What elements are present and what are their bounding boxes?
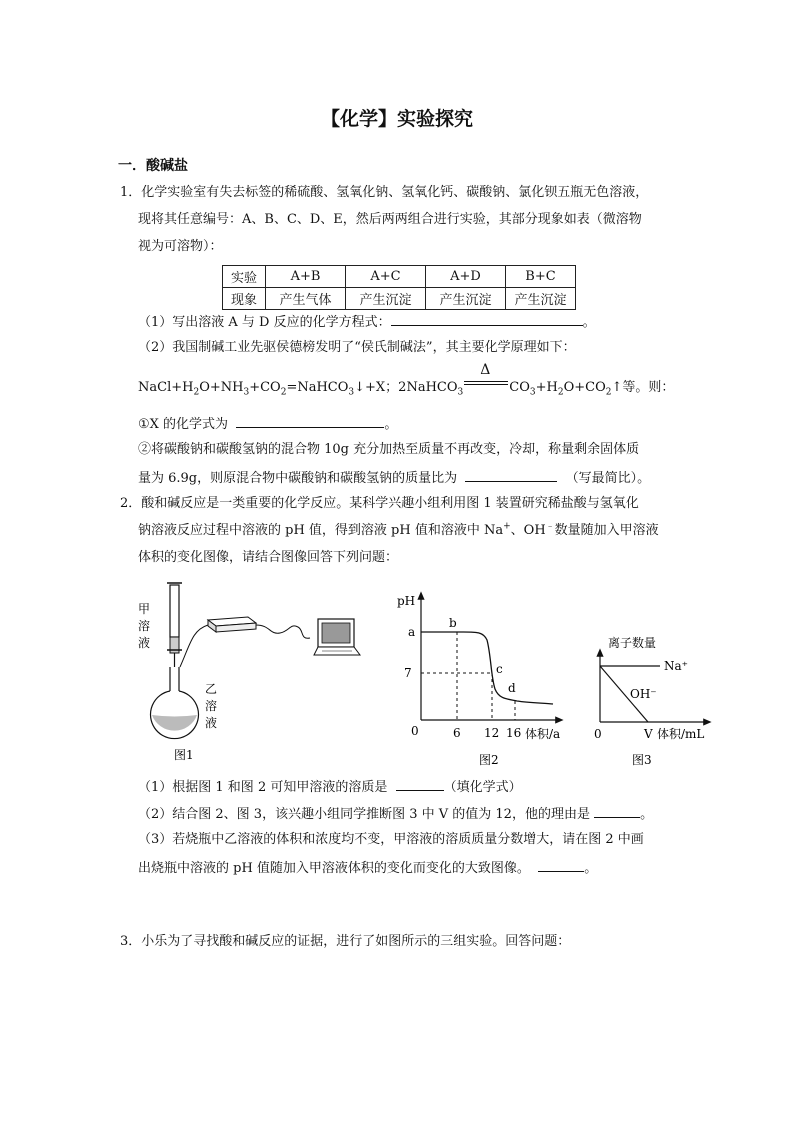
q1-item2-line2	[138, 469, 650, 487]
ph-sensor-box-icon	[208, 617, 256, 632]
q1-sub1-text: （1）写出溶液 A 与 D 反应的化学方程式：	[138, 315, 391, 330]
q2-sub2	[138, 805, 653, 823]
q2-text: 钠溶液反应过程中溶液的 pH 值，得到溶液 pH 值和溶液中 Na	[138, 523, 504, 538]
heating-condition-arrow	[463, 362, 509, 391]
burette-icon	[167, 583, 182, 667]
x-tick-12: 12	[484, 726, 500, 740]
table-cell: 实验	[223, 266, 266, 288]
table-row	[223, 288, 576, 310]
table-cell: 产生气体	[266, 288, 346, 310]
eq-sub: 3	[457, 387, 464, 398]
table-cell: 产生沉淀	[346, 288, 426, 310]
q1-item1	[138, 415, 397, 433]
point-label-a: a	[408, 625, 416, 639]
eq-text: +H	[535, 380, 558, 395]
table-cell: A+B	[266, 266, 346, 288]
figure-1-apparatus	[130, 575, 370, 770]
chemical-equation	[138, 362, 675, 398]
v-label: V	[644, 727, 653, 741]
eq-text: O+NH	[199, 380, 244, 395]
q1-sub1	[138, 313, 596, 331]
answer-blank[interactable]	[391, 313, 583, 326]
label-jia-2: 溶	[138, 619, 151, 633]
answer-blank[interactable]	[538, 859, 584, 872]
eq-sub: 2	[605, 387, 612, 398]
q2-sub3-text: 出烧瓶中溶液的 pH 值随加入甲溶液体积的变化而变化的大致图像。	[138, 861, 530, 876]
eq-text: NaCl+H	[138, 380, 194, 395]
eq-text: CO	[509, 380, 530, 395]
q1-item2-text: 量为 6.9g，则原混合物中碳酸钠和碳酸氢钠的质量比为	[138, 471, 458, 486]
q2-text: 数量随加入甲溶液	[554, 523, 659, 538]
q1-item2-line1: ②将碳酸钠和碳酸氢钠的混合物 10g 充分加热至质量不再改变，冷却，称量剩余固体质	[138, 442, 640, 457]
table-cell: 现象	[223, 288, 266, 310]
eq-sub: 2	[557, 387, 564, 398]
q2-sub2-end: 。	[640, 807, 654, 822]
point-label-d: d	[508, 681, 516, 695]
x-axis-label: 体积/a	[525, 727, 561, 741]
oh-label: OH⁻	[630, 687, 657, 701]
eq-text: =NaHCO	[286, 380, 349, 395]
q1-line-1: 1．化学实验室有失去标签的稀硫酸、氢氧化钠、氢氧化钙、碳酸钠、氯化钡五瓶无色溶液，	[120, 185, 649, 200]
q2-sub1-text: （1）根据图 1 和图 2 可知甲溶液的溶质是	[138, 780, 388, 795]
q2-sup: +	[503, 521, 511, 532]
table-cell: A+D	[426, 266, 506, 288]
answer-blank[interactable]	[465, 469, 557, 482]
q2-sup: ﹣	[545, 521, 555, 532]
q1-item1-text: ①X 的化学式为	[138, 417, 229, 432]
na-label: Na⁺	[664, 659, 688, 673]
point-label-c: c	[496, 662, 503, 676]
figure-3-ion-chart	[590, 628, 720, 770]
round-flask-icon	[151, 667, 199, 739]
q2-line-3: 体积的变化图像，请结合图像回答下列问题：	[138, 550, 399, 565]
q1-item2-end: （写最简比）。	[565, 471, 651, 486]
table-row	[223, 266, 576, 288]
label-jia-3: 液	[138, 636, 151, 650]
q2-sub1-end: （填化学式）	[443, 780, 522, 795]
x-axis-label: 体积/mL	[657, 727, 705, 741]
figure-2-caption: 图2	[479, 753, 499, 767]
table-cell: B+C	[506, 266, 576, 288]
label-yi-3: 液	[205, 716, 218, 730]
point-label-b: b	[449, 616, 457, 630]
experiment-table	[222, 265, 576, 310]
q1-line-3: 视为可溶物）：	[138, 239, 223, 254]
figure-3-caption: 图3	[632, 753, 652, 767]
y-tick-7: 7	[404, 666, 412, 680]
y-axis-label: pH	[397, 594, 416, 608]
eq-sub: 2	[280, 387, 287, 398]
page-title: 【化学】实验探究	[320, 108, 473, 130]
eq-text: O+CO	[563, 380, 606, 395]
label-yi-2: 溶	[205, 699, 218, 713]
q2-sub3-line1: （3）若烧瓶中乙溶液的体积和浓度均不变，甲溶液的溶质质量分数增大，请在图 2 中画	[138, 832, 644, 847]
x-tick-16: 16	[506, 726, 522, 740]
q2-sub1	[138, 778, 522, 796]
table-cell: 产生沉淀	[506, 288, 576, 310]
y-axis-label: 离子数量	[608, 636, 657, 650]
answer-blank[interactable]	[594, 805, 640, 818]
figure-2-ph-chart	[395, 585, 575, 770]
q1-line-2: 现将其任意编号：A、B、C、D、E，然后两两组合进行实验，其部分现象如表（微溶物	[138, 212, 642, 227]
q1-sub2: （2）我国制碱工业先驱侯德榜发明了“侯氏制碱法”，其主要化学原理如下：	[138, 340, 576, 355]
laptop-icon	[314, 619, 360, 655]
x-tick-6: 6	[453, 726, 461, 740]
eq-sub: 3	[348, 387, 355, 398]
q2-line-2	[138, 523, 659, 539]
answer-blank[interactable]	[236, 415, 384, 428]
ph-curve	[421, 632, 553, 704]
section-heading: 一．酸碱盐	[118, 158, 188, 174]
q2-sub3-end: 。	[584, 861, 598, 876]
origin-label: 0	[594, 727, 602, 741]
q1-sub1-end: 。	[582, 315, 596, 330]
q1-item1-end: 。	[384, 417, 398, 432]
table-cell: 产生沉淀	[426, 288, 506, 310]
label-yi-1: 乙	[205, 682, 218, 696]
q2-line-1: 2．酸和碱反应是一类重要的化学反应。某科学兴趣小组利用图 1 装置研究稀盐酸与氢氧化	[120, 496, 639, 511]
label-jia-1: 甲	[138, 602, 151, 616]
table-cell: A+C	[346, 266, 426, 288]
eq-sub: 2	[193, 387, 200, 398]
q3-line: 3．小乐为了寻找酸和碱反应的证据，进行了如图所示的三组实验。回答问题：	[120, 934, 571, 949]
figure-1-caption: 图1	[174, 748, 194, 762]
eq-text: ↑等。则：	[611, 380, 675, 395]
answer-blank[interactable]	[396, 778, 444, 791]
eq-sub: 3	[243, 387, 250, 398]
eq-text: +CO	[249, 380, 281, 395]
origin-label: 0	[411, 724, 419, 738]
eq-sub: 3	[529, 387, 536, 398]
q2-text: 、OH	[510, 523, 546, 538]
delta-symbol: Δ	[480, 362, 491, 378]
q2-sub3-line2	[138, 859, 597, 877]
q2-sub2-text: （2）结合图 2、图 3，该兴趣小组同学推断图 3 中 V 的值为 12，他的理由是	[138, 807, 590, 822]
eq-text: ↓+X；2NaHCO	[354, 380, 458, 395]
